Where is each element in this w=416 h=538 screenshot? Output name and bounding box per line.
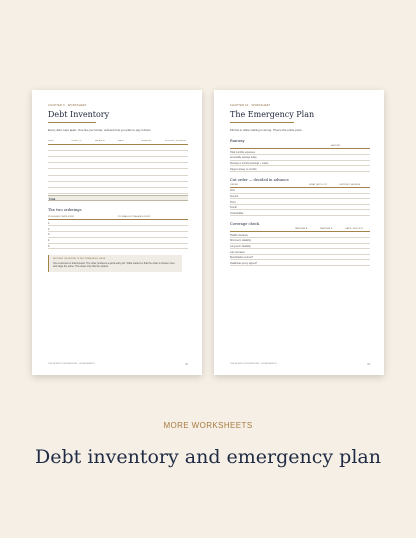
column-header: DEBT xyxy=(48,140,54,143)
list-item: 2. xyxy=(48,226,188,232)
page-title: The Emergency Plan xyxy=(230,110,294,123)
page-intro: Every debt, kept apart. One line per lender, ordered how you plan to pay it down. xyxy=(48,128,152,132)
row-label: Short-term disability xyxy=(230,239,252,243)
table-row xyxy=(230,166,370,172)
page-kicker: CHAPTER 10 · WORKSHEET xyxy=(230,104,271,107)
column-header: GAPS / WHY NOT xyxy=(345,228,364,231)
column-header xyxy=(230,145,331,147)
row-label: First xyxy=(230,189,235,193)
row-label: Fourth xyxy=(230,206,237,210)
row-label: Second xyxy=(230,195,239,199)
page-number: 92 xyxy=(185,363,188,366)
column-header: RATE xyxy=(117,140,124,143)
list-item: 1. xyxy=(48,220,188,226)
column-header: MONTHLY INTEREST xyxy=(164,140,187,143)
column-header xyxy=(230,228,295,230)
column-header: OWED TO xyxy=(71,140,82,143)
section-headline: Debt inventory and emergency plan xyxy=(35,446,381,468)
cut-order-title: Cut order — decided in advance xyxy=(230,177,289,182)
row-label: Beneficiaries current? xyxy=(230,256,254,260)
row-label: Long-term disability xyxy=(230,244,251,248)
column-header: PARTNER A xyxy=(295,228,308,231)
section-eyebrow: MORE WORKSHEETS xyxy=(163,421,253,430)
total-row: Total xyxy=(48,195,188,201)
page-intro: Fill this in while nothing is wrong. That is the entire point. xyxy=(230,128,303,132)
column-header: MONTHLY SAVINGS xyxy=(339,183,361,186)
footer-text: THE MONEY FOUNDATIONS · WORKSHEETS xyxy=(48,363,95,365)
footer-text: THE MONEY FOUNDATIONS · WORKSHEETS xyxy=(230,363,277,365)
list-item: 5. xyxy=(48,244,188,250)
page-number: 93 xyxy=(367,363,370,366)
note-heading: NEITHER ORDERING IS RECOMMENDED HERE xyxy=(53,258,106,261)
row-label: Accessible savings today xyxy=(230,156,257,160)
table-row xyxy=(48,188,188,194)
table-row xyxy=(230,210,370,216)
page-title: Debt Inventory xyxy=(48,110,96,123)
table-row xyxy=(230,260,370,266)
column-header: BY HIGHEST RATE FIRST xyxy=(48,216,75,219)
column-header: MINIMUM xyxy=(141,140,152,143)
note-body: One costs less in total interest. The other produces a quick early win. What matters is that the order is chosen once and stays the same. This sheet only lists the options. xyxy=(53,261,175,269)
orderings-title: The two orderings xyxy=(48,208,82,213)
page-kicker: CHAPTER 9 · WORKSHEET xyxy=(48,104,87,107)
column-header: BY SMALLEST BALANCE FIRST xyxy=(118,216,151,219)
row-label: Life insurance xyxy=(230,250,245,254)
column-header: PARTNER B xyxy=(320,228,333,231)
column-header: AMOUNT xyxy=(331,145,341,148)
row-label: Runway in months (savings ÷ costs) xyxy=(230,161,269,165)
debt-table-body xyxy=(48,145,188,195)
debt-inventory-page xyxy=(32,90,202,375)
column-header: BALANCE xyxy=(94,140,105,143)
row-label: Untouchable xyxy=(230,211,244,215)
emergency-plan-page xyxy=(214,90,384,375)
coverage-title: Coverage check xyxy=(230,222,260,227)
column-header: WHAT GETS CUT xyxy=(309,183,328,186)
row-label: Health insurance xyxy=(230,233,248,237)
row-label: Total monthly expenses xyxy=(230,150,255,154)
list-item: 3. xyxy=(48,232,188,238)
row-label: Healthcare proxy signed? xyxy=(230,261,258,265)
runway-title: Runway xyxy=(230,139,245,144)
note-box xyxy=(48,255,182,271)
list-item: 4. xyxy=(48,238,188,244)
page-footer xyxy=(230,363,370,366)
column-header: ORDER xyxy=(230,183,238,186)
row-label: Target runway, in months xyxy=(230,167,257,171)
page-footer xyxy=(48,363,188,366)
row-label: Third xyxy=(230,200,236,204)
